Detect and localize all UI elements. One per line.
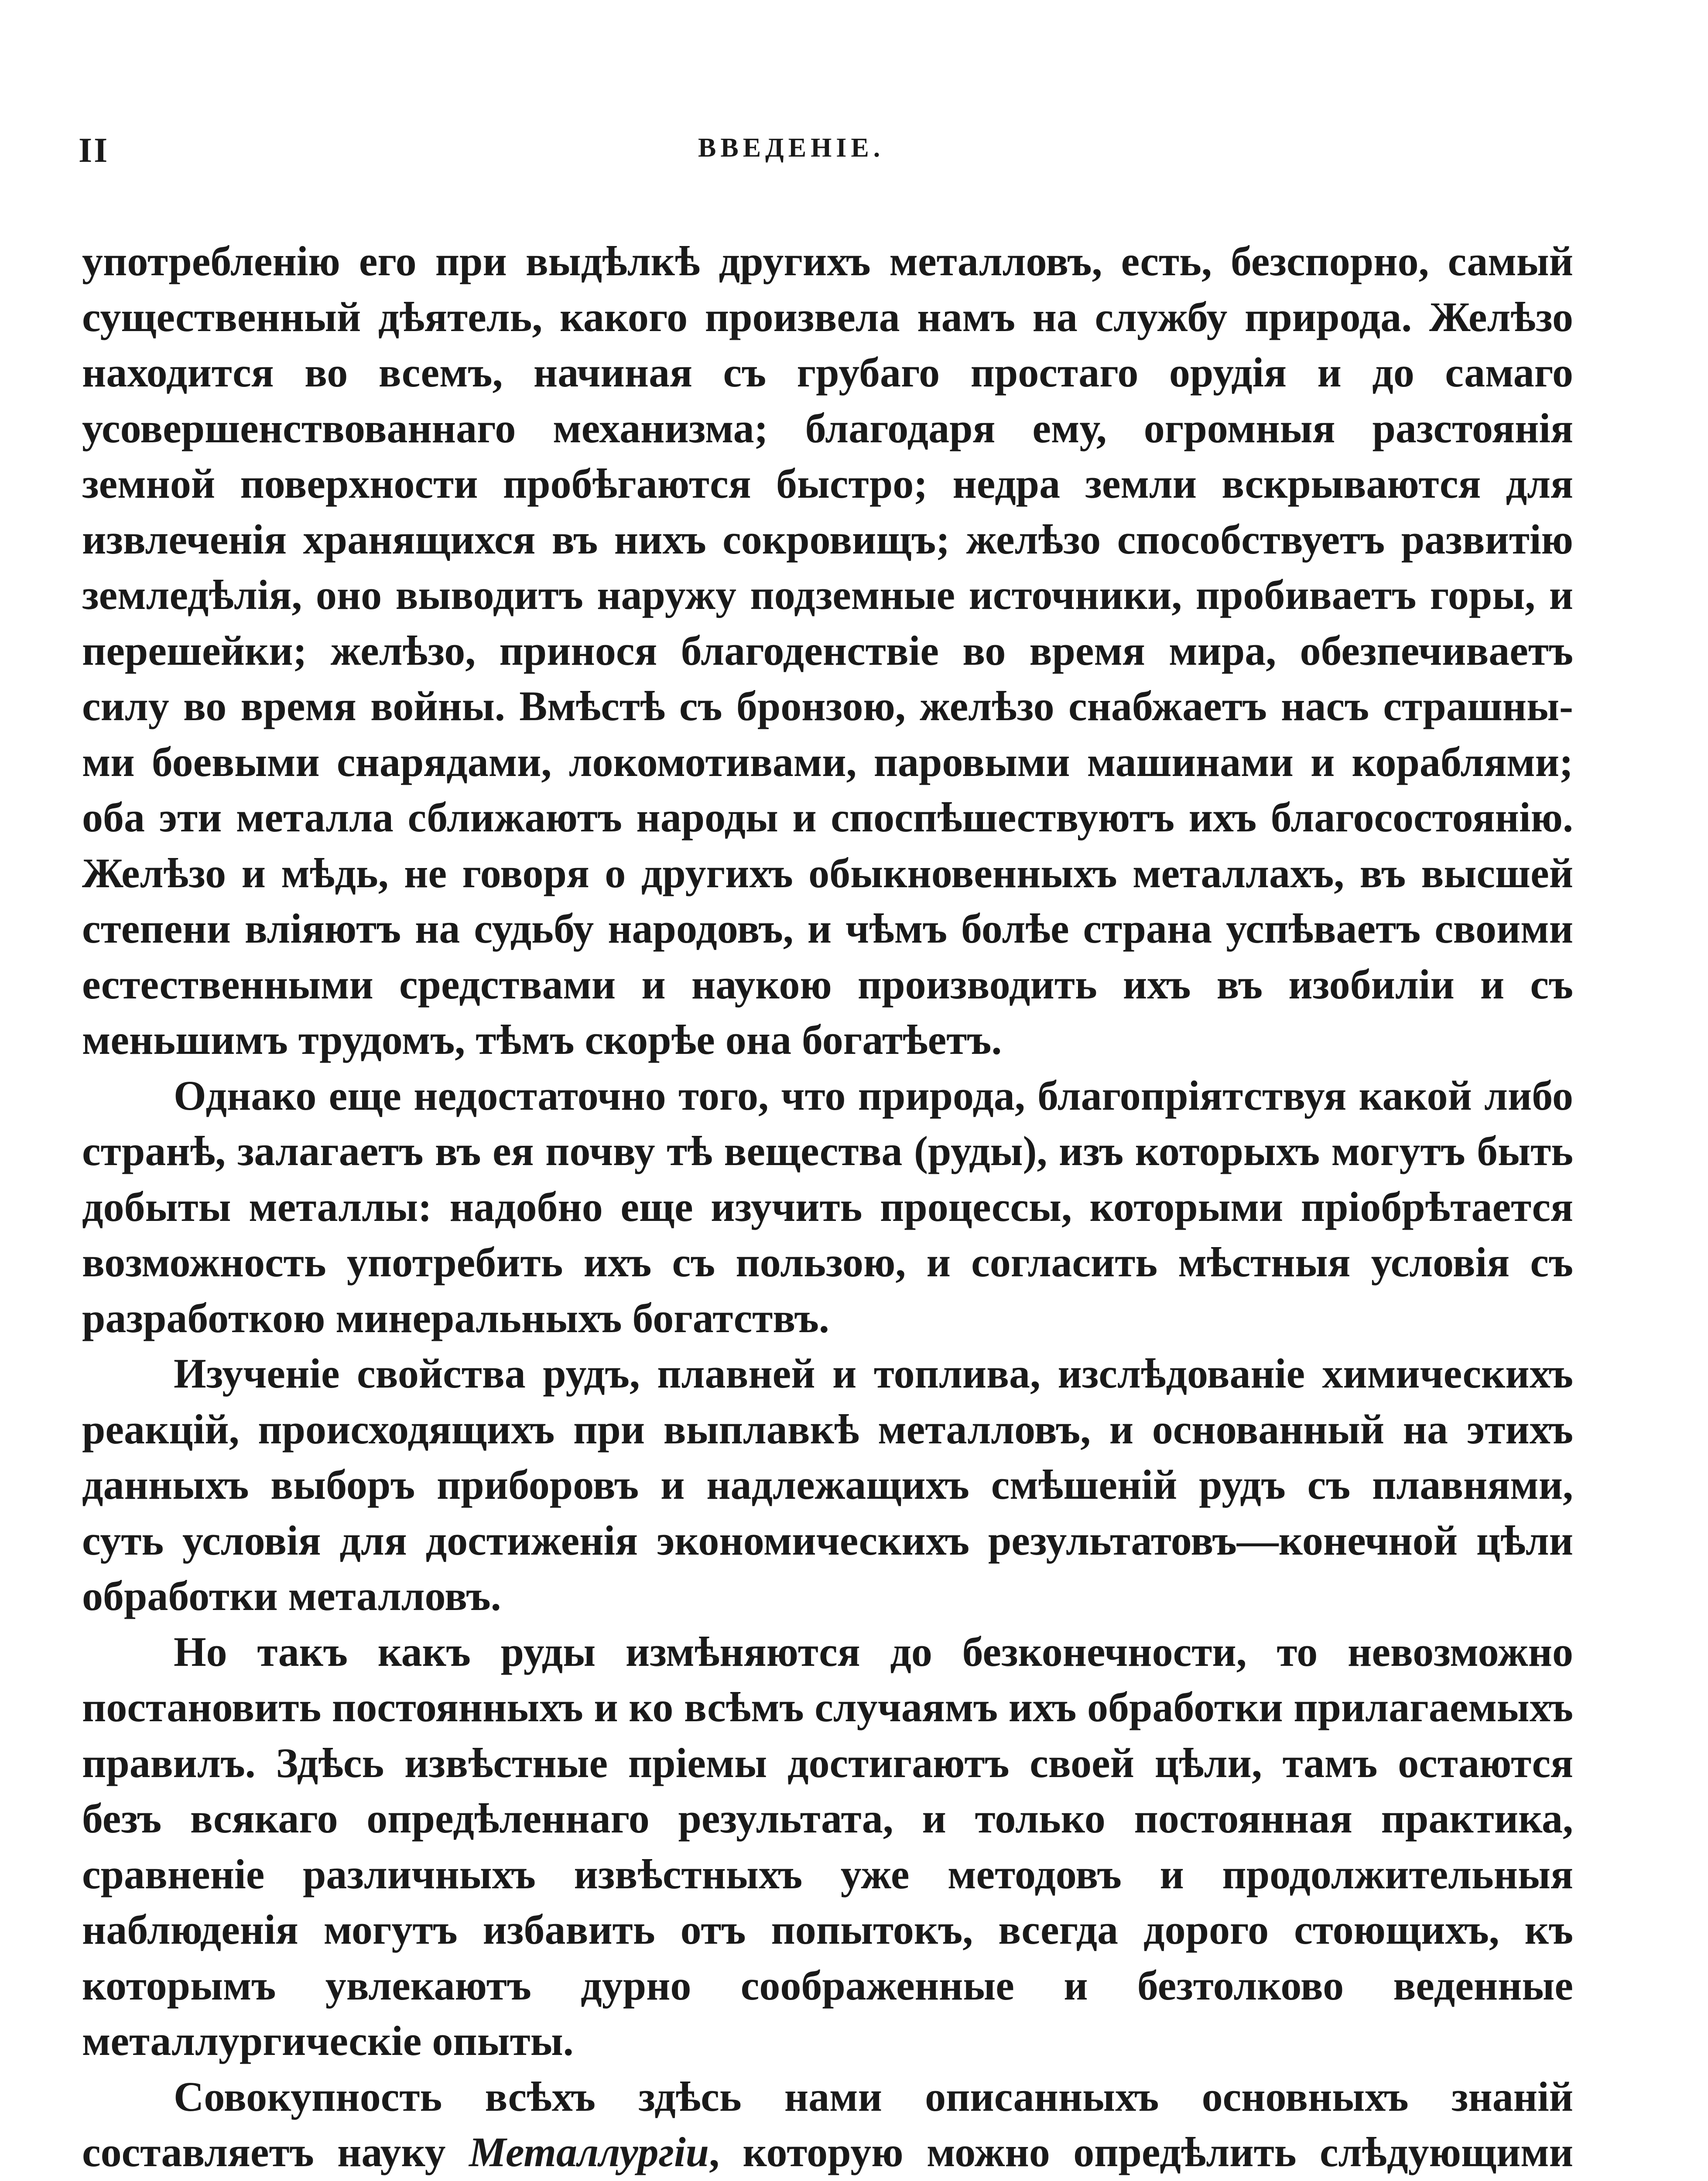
paragraph-3: Изученіе свойства рудъ, плавней и топлива, изслѣдованіе химическихъ реакцій, происходящихъ при выплавкѣ металловъ, и основанный на этихъ данныхъ выборъ приборовъ и надлежащихъ смѣшеній рудъ съ плавнями, суть условія для достиженія экономическихъ результатовъ—конечной цѣли обработки металловъ. — [82, 1350, 1573, 1619]
running-head — [79, 131, 1571, 179]
page-number: II — [79, 131, 110, 170]
paragraph-1: употребленію его при выдѣлкѣ другихъ металловъ, есть, безспорно, самый существенный дѣятель, какого произвела намъ на службу природа. Желѣзо находится во всемъ, начиная съ грубаго простаго орудія и до самаго усовершенствованнаго механизма; благодаря ему, огромныя разстоянія земной поверхности пробѣгаются быстро; недра земли вскрываются для извлеченія хранящихся въ нихъ сокровищъ; желѣзо способствуетъ развитію земледѣлія, оно выводитъ наружу подземные источники, пробиваетъ горы, и перешейки; желѣзо, принося благоденствіе во время мира, обезпечиваетъ силу во время войны. Вмѣстѣ съ бронзою, желѣзо снабжаетъ насъ страшными боевыми снарядами, локомотивами, паровыми машинами и кораблями; оба эти металла сближаютъ народы и споспѣшествуютъ ихъ благосостоянію. Желѣзо и мѣдь, не говоря о другихъ обыкновенныхъ металлахъ, въ высшей степени вліяютъ на судьбу народовъ, и чѣмъ болѣе страна успѣваетъ своими естественными средствами и наукою производить ихъ въ изобиліи и съ меньшимъ трудомъ, тѣмъ скорѣе она богатѣетъ. — [82, 238, 1573, 1063]
running-title: ВВЕДЕНІЕ. — [698, 133, 885, 163]
term-metallurgy: Металлургіи — [469, 2129, 709, 2175]
body-text — [82, 233, 1573, 2181]
paragraph-5 — [82, 2069, 1573, 2181]
paragraph-5-text-start: Совокупность всѣхъ здѣсь нами описанныхъ основныхъ знаній составляетъ науку — [82, 2073, 1573, 2175]
paragraph-5-text-end: , которую можно опредѣлить слѣдующими — [709, 2129, 1574, 2175]
paragraph-2: Однако еще недостаточно того, что природа, благопріятствуя какой либо странѣ, залагаетъ въ ея почву тѣ вещества (руды), изъ которыхъ могутъ быть добыты металлы: надобно еще изучить процессы, которыми пріобрѣтается возможность употребить ихъ съ пользою, и согласить мѣстныя условія съ разработкою минеральныхъ богатствъ. — [82, 1072, 1573, 1341]
paragraph-4: Но такъ какъ руды измѣняются до безконечности, то невозможно постановить постоянныхъ и ко всѣмъ случаямъ ихъ обработки прилагаемыхъ правилъ. Здѣсь извѣстные пріемы достигаютъ своей цѣли, тамъ остаются безъ всякаго опредѣленнаго результата, и только постоянная практика, сравненіе различныхъ извѣстныхъ уже методовъ и продолжительныя наблюденія могутъ избавить отъ попытокъ, всегда дорого стоющихъ, къ которымъ увлекаютъ дурно соображенные и безтолково веденные металлургическіе опыты. — [82, 1628, 1573, 2064]
